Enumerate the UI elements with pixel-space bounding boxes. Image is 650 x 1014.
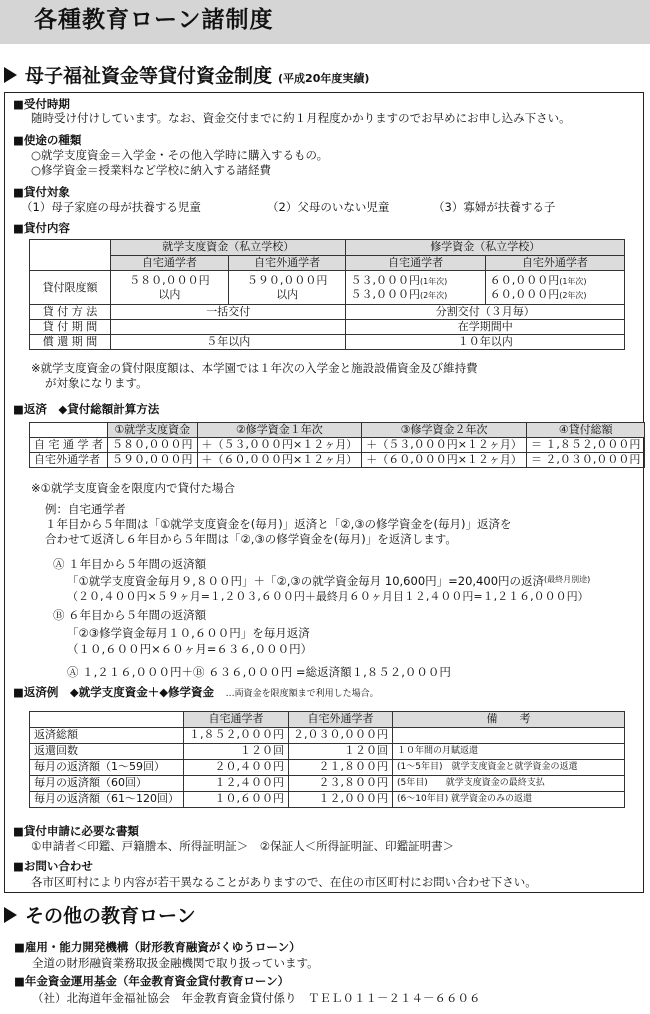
- example-row: [30, 776, 625, 792]
- loan-limit-home-2a: ５３,０００円: [350, 273, 420, 287]
- target-item-3: （3）寡婦が扶養する子: [433, 200, 556, 214]
- other-item-2-text: （社）北海道年金福祉協会 年金教育資金貸付係り ＴＥＬ０１１－２１４－６６０６: [32, 991, 481, 1005]
- example-row-1-label: 返済総額: [30, 728, 184, 744]
- loan-limit-home-1-value: ５８０,０００円: [129, 273, 210, 287]
- other-item-1-heading: ■ 雇用・能力開発機構（財形教育融資がくゆうローン）: [14, 940, 301, 955]
- loan-limit-away-2: [485, 271, 624, 305]
- main-box: [4, 92, 644, 893]
- example-row-3-away: ２１,８００円: [289, 760, 393, 776]
- repayment-row-home-v1: ５８０,０００円: [108, 438, 198, 453]
- example-row-2-away: １２０回: [289, 744, 393, 760]
- reception-text: 随時受け付けしています。なお、資金交付までに約１月程度かかりますのでお早めにお申し込み下さい。: [31, 111, 571, 125]
- loan-method-2: 分割交付（３月毎）: [346, 305, 625, 320]
- loan-yr1: (1年次): [419, 276, 448, 286]
- loan-within-1: 以内: [158, 287, 181, 301]
- example-header-home: 自宅通学者: [184, 712, 289, 728]
- docs-text: ①申請者＜印鑑、戸籍謄本、所得証明証＞ ②保証人＜所得証明証、印鑑証明書＞: [31, 839, 455, 853]
- repayment-row-away-v3: ＋（６０,０００円×１２ヶ月）: [362, 453, 527, 468]
- example-row-1-away: ２,０３０,０００円: [289, 728, 393, 744]
- loan-note-1: ※就学支度資金の貸付限度額は、本学園では１年次の入学金と施設設備資金及び維持費: [31, 361, 478, 375]
- loan-col-away-2: 自宅外通学者: [485, 256, 624, 271]
- repayment-heading: ■ 返済: [13, 402, 47, 416]
- loan-heading: ■ 貸付内容: [13, 221, 70, 236]
- contact-text: 各市区町村により内容が若干異なることがありますので、在住の市区町村にお問い合わせ下さい。: [31, 875, 537, 889]
- loan-yr2: (2年次): [419, 290, 448, 300]
- example-row-3-home: ２０,４００円: [184, 760, 289, 776]
- example-row: [30, 760, 625, 776]
- repayment-row-home-v4: ＝ １,８５２,０００円: [526, 438, 645, 453]
- docs-heading: ■ 貸付申請に必要な書類: [13, 824, 139, 839]
- loan-yr2b: (2年次): [559, 290, 587, 300]
- example-header: [13, 685, 379, 701]
- example-row-3-remark: (1～5年目) 就学支度資金と就学資金の返還: [393, 760, 625, 776]
- loan-limit-home-2: [346, 271, 485, 305]
- example-row-2-home: １２０回: [184, 744, 289, 760]
- loan-col-home-1: 自宅通学者: [111, 256, 229, 271]
- page-title: 各種教育ローン諸制度: [34, 7, 274, 33]
- example-row-3-label: 毎月の返済額（1～59回）: [30, 760, 184, 776]
- loan-corner: [30, 240, 111, 271]
- example-row-4-away: ２３,８００円: [289, 776, 393, 792]
- triangle-icon: [4, 67, 17, 83]
- section1-note: (平成20年度実績): [278, 72, 370, 85]
- loan-limit-home-2b: ５３,０００円: [350, 287, 420, 301]
- repayment-table: [29, 422, 645, 468]
- section1-header: [4, 64, 369, 88]
- repayment-b-title: Ⓑ ６年目から５年間の返済額: [53, 608, 207, 622]
- repayment-header-2: ②修学資金１年次: [197, 423, 362, 438]
- repayment-header-4: ④貸付総額: [526, 423, 645, 438]
- contact-heading: ■ お問い合わせ: [13, 859, 93, 874]
- loan-group-1: 就学支度資金（私立学校）: [111, 240, 346, 256]
- example-corner: [30, 712, 184, 728]
- other-item-1-text: 全道の財形融資業務取扱金融機関で取り扱っています。: [32, 956, 319, 970]
- loan-method-1: 一括交付: [111, 305, 346, 320]
- loan-note-2: が対象になります。: [45, 376, 148, 390]
- usage-heading: ■ 使途の種類: [13, 133, 81, 148]
- loan-table: [29, 239, 625, 350]
- repayment-row-home-label: 自 宅 通 学 者: [30, 438, 108, 453]
- loan-period-1: [111, 320, 346, 335]
- loan-limit-away-2b: ６０,０００円: [489, 287, 560, 301]
- target-item-2: （2）父母のいない児童: [267, 200, 390, 214]
- repayment-case-note: ※①就学支度資金を限度内で貸付た場合: [31, 481, 235, 495]
- repayment-a-title: Ⓐ １年目から５年間の返済額: [53, 557, 207, 571]
- section2-title: その他の教育ローン: [25, 905, 196, 927]
- title-bar: [0, 0, 650, 44]
- reception-heading: ■ 受付時期: [13, 97, 70, 112]
- repayment-total-line: Ⓐ １,２１６,０００円＋Ⓑ ６３６,０００円 =総返済額１,８５２,０００円: [67, 665, 451, 679]
- repayment-a-line-1-text: 「①就学支度資金毎月９,８００円」＋「②,③の就学資金毎月 10,600円」=20,400円の返済: [67, 574, 545, 588]
- repayment-header-3: ③修学資金２年次: [362, 423, 527, 438]
- example-row-1-home: １,８５２,０００円: [184, 728, 289, 744]
- example-row-2-remark: １０年間の月賦返還: [393, 744, 625, 760]
- example-header-remark: 備 考: [393, 712, 625, 728]
- example-subheading: ◆就学支度資金＋◆修学資金: [69, 685, 215, 699]
- usage-line-2: ○修学資金＝授業料など学校に納入する諸経費: [31, 163, 272, 177]
- repayment-row-home-v2: ＋（５３,０００円×１２ヶ月）: [197, 438, 362, 453]
- loan-group-2: 修学資金（私立学校）: [346, 240, 625, 256]
- repayment-a-line-2: （２０,４００円×５９ヶ月=１,２０３,６００円＋最終月６０ヶ月目１２,４００円=１,２１６,０００円）: [67, 590, 589, 603]
- example-row-1-remark: [393, 728, 625, 744]
- loan-limit-away-1-value: ５９０,０００円: [246, 273, 328, 287]
- loan-col-home-2: 自宅通学者: [346, 256, 485, 271]
- example-row-5-away: １２,０００円: [289, 792, 393, 808]
- loan-row-period: 貸 付 期 間: [30, 320, 111, 335]
- repayment-row-home-v3: ＋（５３,０００円×１２ヶ月）: [362, 438, 527, 453]
- repayment-header: [13, 402, 159, 417]
- loan-limit-home-1: [111, 271, 229, 305]
- repayment-a-line-1: [67, 574, 590, 589]
- repayment-row-away-label: 自宅外通学者: [30, 453, 108, 468]
- repayment-b-line-1: 「②③修学資金毎月１０,６００円」を毎月返済: [67, 626, 310, 640]
- repayment-header-1: ①就学支度資金: [108, 423, 198, 438]
- example-table: [29, 711, 625, 808]
- example-row: [30, 744, 625, 760]
- loan-within-2: 以内: [276, 287, 299, 301]
- target-heading: ■ 貸付対象: [13, 185, 70, 200]
- target-item-1: （1）母子家庭の母が扶養する児童: [21, 200, 201, 214]
- loan-col-away-1: 自宅外通学者: [228, 256, 346, 271]
- loan-limit-away-1: [228, 271, 346, 305]
- repayment-row-away-v1: ５９０,０００円: [108, 453, 198, 468]
- loan-period-2: 在学期間中: [346, 320, 625, 335]
- loan-yr1b: (1年次): [559, 276, 587, 286]
- example-row-5-remark: (6～10年目) 就学資金のみの返還: [393, 792, 625, 808]
- section2-header: [4, 904, 196, 928]
- repayment-row-away-v2: ＋（６０,０００円×１２ヶ月）: [197, 453, 362, 468]
- repayment-b-line-2: （１０,６００円×６０ヶ月=６３６,０００円）: [67, 642, 313, 656]
- loan-repay-1: ５年以内: [111, 335, 346, 350]
- example-note: …両資金を限度額まで利用した場合。: [225, 689, 379, 699]
- loan-row-repay: 償 還 期 間: [30, 335, 111, 350]
- repayment-row-away: [30, 453, 645, 468]
- example-heading: ■ 返済例: [13, 685, 58, 699]
- loan-limit-away-2a: ６０,０００円: [489, 273, 560, 287]
- example-row-4-remark: (5年目) 就学支度資金の最終支払: [393, 776, 625, 792]
- example-row-4-label: 毎月の返済額（60回）: [30, 776, 184, 792]
- section1-title: 母子福祉資金等貸付資金制度: [25, 65, 273, 87]
- example-row: [30, 728, 625, 744]
- repayment-example-label: 例：自宅通学者: [45, 502, 126, 516]
- repayment-corner: [30, 423, 108, 438]
- triangle-icon: [4, 907, 17, 923]
- example-row-2-label: 返還回数: [30, 744, 184, 760]
- example-row-5-label: 毎月の返済額（61～120回）: [30, 792, 184, 808]
- example-row-5-home: １０,６００円: [184, 792, 289, 808]
- repayment-example-line-2: 合わせて返済し６年目から５年間は「②,③の修学資金を(毎月)」を返済します。: [45, 532, 457, 546]
- repayment-row-home: [30, 438, 645, 453]
- repayment-row-away-v4: ＝ ２,０３０,０００円: [526, 453, 645, 468]
- repayment-subheading: ◆貸付総額計算方法: [58, 402, 160, 416]
- usage-line-1: ○就学支度資金＝入学金・その他入学時に購入するもの。: [31, 148, 329, 162]
- repayment-a-small: (最終月別途): [544, 575, 591, 584]
- loan-row-method: 貸 付 方 法: [30, 305, 111, 320]
- other-item-2-heading: ■ 年金資金運用基金（年金教育資金貸付教育ローン）: [14, 974, 289, 989]
- loan-row-limit: 貸付限度額: [30, 271, 111, 305]
- example-row-4-home: １２,４００円: [184, 776, 289, 792]
- repayment-example-line-1: １年目から５年間は「①就学支度資金を(毎月)」返済と「②,③の修学資金を(毎月)」返済を: [45, 517, 512, 531]
- loan-repay-2: １０年以内: [346, 335, 625, 350]
- example-row: [30, 792, 625, 808]
- example-header-away: 自宅外通学者: [289, 712, 393, 728]
